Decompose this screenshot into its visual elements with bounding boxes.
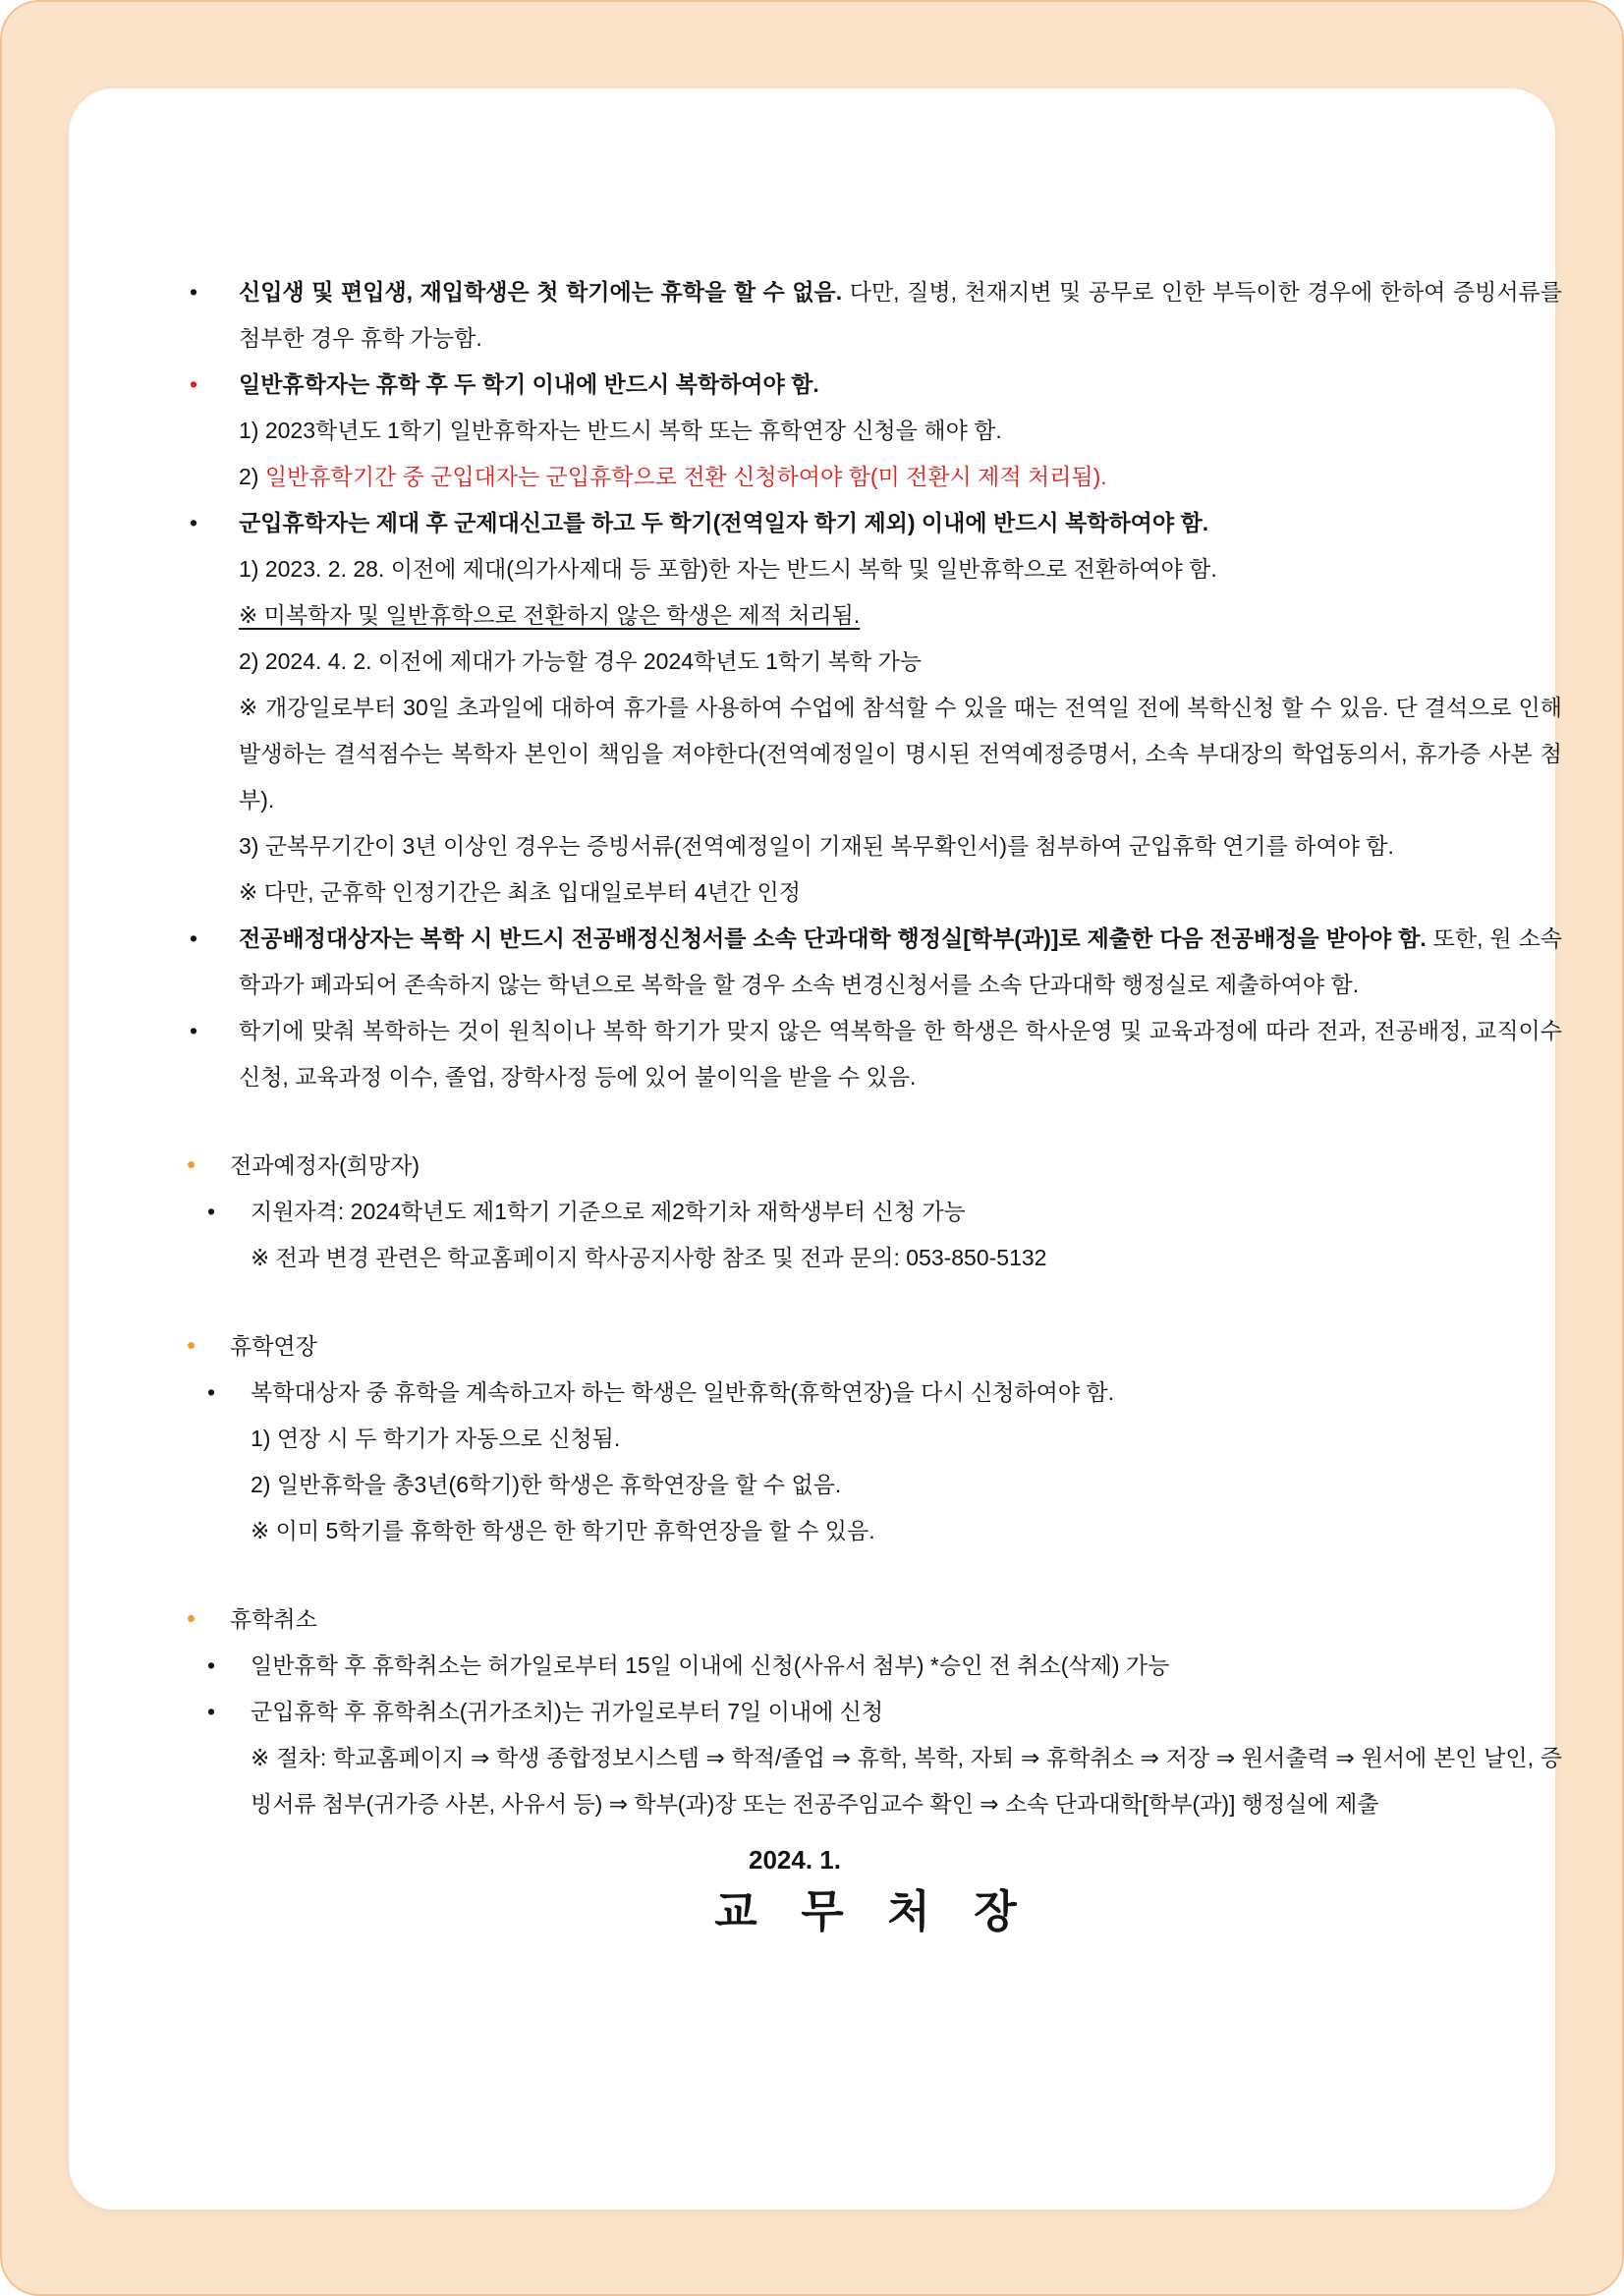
inner-sub-item <box>229 1235 1562 1281</box>
black-bullet-icon: • <box>207 1379 216 1405</box>
text-segment: 1) 연장 시 두 학기가 자동으로 신청됨. <box>251 1426 621 1451</box>
inner-bullet-item <box>207 1689 1562 1735</box>
document-blocks <box>187 269 1563 1827</box>
text-segment: 2) <box>239 464 265 489</box>
inner-sub-item <box>229 1735 1562 1827</box>
inner-sub-item <box>229 1416 1562 1462</box>
bullet-item <box>190 916 1563 1008</box>
text-segment: 2) 2024. 4. 2. 이전에 제대가 가능할 경우 2024학년도 1학기 복학 가능 <box>239 648 922 674</box>
section-header <box>187 1142 1562 1189</box>
orange-bullet-icon: • <box>187 1330 196 1360</box>
black-bullet-icon: • <box>190 1018 198 1043</box>
orange-bullet-icon: • <box>187 1149 196 1179</box>
sub-item <box>214 454 1562 500</box>
signature-dean-of-academic-affairs: 교 무 처 장 <box>714 1886 1033 1936</box>
text-segment: 3) 군복무기간이 3년 이상인 경우는 증빙서류(전역예정일이 기재된 복무확인서)를 첨부하여 군입휴학 연기를 하여야 함. <box>239 833 1394 859</box>
text-segment: ※ 다만, 군휴학 인정기간은 최초 입대일로부터 4년간 인정 <box>239 879 801 905</box>
text-segment: 지원자격: 2024학년도 제1학기 기준으로 제2학기차 재학생부터 신청 가능 <box>251 1199 966 1224</box>
sub-item <box>214 685 1562 823</box>
text-segment: 복학대상자 중 휴학을 계속하고자 하는 학생은 일반휴학(휴학연장)을 다시 신청하여야 함. <box>251 1379 1115 1405</box>
text-segment: ※ 미복학자 및 일반휴학으로 전환하지 않은 학생은 제적 처리됨. <box>239 602 861 628</box>
text-segment: ※ 개강일로부터 30일 초과일에 대하여 휴가를 사용하여 수업에 참석할 수 있을 때는 전역일 전에 복학신청 할 수 있음. 단 결석으로 인해 발생하는 결석점수는 복학자 본인이 책임을 져야한다(전역예정일이 명시된 전역예정증명서, 소속 부대장의 학업동의서, 휴가증 사본 첨부). <box>239 695 1562 812</box>
text-segment: 일반휴학자는 휴학 후 두 학기 이내에 반드시 복학하여야 함. <box>239 371 819 397</box>
sub-item <box>214 546 1562 592</box>
black-bullet-icon: • <box>207 1699 216 1724</box>
text-segment: ※ 절차: 학교홈페이지 ⇒ 학생 종합정보시스템 ⇒ 학적/졸업 ⇒ 휴학, 복학, 자퇴 ⇒ 휴학취소 ⇒ 저장 ⇒ 원서출력 ⇒ 원서에 본인 날인, 증빙서류 첨부(귀가증 사본, 사유서 등) ⇒ 학부(과)장 또는 전공주임교수 확인 ⇒ 소속 단과대학[학부(과)] 행정실에 제출 <box>251 1745 1562 1817</box>
text-segment: 군입휴학자는 제대 후 군제대신고를 하고 두 학기(전역일자 학기 제외) 이내에 반드시 복학하여야 함. <box>239 510 1209 535</box>
inner-sub-item <box>229 1508 1562 1554</box>
text-segment: ※ 이미 5학기를 휴학한 학생은 한 학기만 휴학연장을 할 수 있음. <box>251 1518 875 1543</box>
black-bullet-icon: • <box>190 279 198 305</box>
bullet-item <box>190 269 1562 362</box>
black-bullet-icon: • <box>190 925 198 951</box>
text-segment: 신입생 및 편입생, 재입학생은 첫 학기에는 휴학을 할 수 없음. <box>239 279 843 305</box>
text-segment: 전공배정대상자는 복학 시 반드시 전공배정신청서를 소속 단과대학 행정실[학부(과)]로 제출한 다음 전공배정을 받아야 함. <box>239 925 1427 951</box>
text-segment: 휴학연장 <box>230 1333 317 1359</box>
black-bullet-icon: • <box>207 1199 216 1224</box>
footer-date: 2024. 1. <box>749 1845 841 1875</box>
document-body <box>187 269 1563 1938</box>
document-card <box>69 88 1563 2210</box>
text-segment: 학기에 맞춰 복학하는 것이 원칙이나 복학 학기가 맞지 않은 역복학을 한 학생은 학사운영 및 교육과정에 따라 전과, 전공배정, 교직이수 신청, 교육과정 이수, 졸업, 장학사정 등에 있어 불이익을 받을 수 있음. <box>239 1018 1562 1090</box>
inner-sub-item <box>229 1462 1562 1508</box>
sub-item <box>214 823 1562 869</box>
sub-item <box>214 592 1562 639</box>
bullet-item <box>190 362 1562 408</box>
text-segment: 또한, 원 소속학과가 폐과되어 존속하지 않는 학년으로 복학을 할 경우 소속 변경신청서를 소속 단과대학 행정실로 제출하여야 함. <box>239 925 1563 997</box>
sub-item <box>214 639 1562 685</box>
section-header <box>187 1596 1562 1643</box>
text-segment: 전과예정자(희망자) <box>230 1152 420 1178</box>
inner-bullet-item <box>207 1189 1562 1235</box>
bullet-item <box>190 500 1562 546</box>
red-bullet-icon: • <box>190 371 198 397</box>
text-segment: 다만, 질병, 천재지변 및 공무로 인한 부득이한 경우에 한하여 증빙서류를 첨부한 경우 휴학 가능함. <box>239 279 1562 351</box>
text-segment: 1) 2023학년도 1학기 일반휴학자는 반드시 복학 또는 휴학연장 신청을 해야 함. <box>239 418 1002 443</box>
text-segment: 1) 2023. 2. 28. 이전에 제대(의가사제대 등 포함)한 자는 반드시 복학 및 일반휴학으로 전환하여야 함. <box>239 556 1217 582</box>
bullet-item <box>190 1008 1562 1100</box>
sub-item <box>214 869 1562 916</box>
black-bullet-icon: • <box>190 510 198 535</box>
text-segment: 일반휴학기간 중 군입대자는 군입휴학으로 전환 신청하여야 함(미 전환시 제적 처리됨). <box>264 464 1107 489</box>
text-segment: 휴학취소 <box>230 1606 317 1632</box>
inner-bullet-item <box>207 1370 1562 1416</box>
orange-bullet-icon: • <box>187 1603 196 1633</box>
inner-bullet-item <box>207 1643 1562 1689</box>
text-segment: ※ 전과 변경 관련은 학교홈페이지 학사공지사항 참조 및 전과 문의: 053-850-5132 <box>251 1245 1047 1270</box>
section-header <box>187 1322 1562 1370</box>
text-segment: 2) 일반휴학을 총3년(6학기)한 학생은 휴학연장을 할 수 없음. <box>251 1472 842 1497</box>
sub-item <box>214 408 1562 454</box>
text-segment: 일반휴학 후 휴학취소는 허가일로부터 15일 이내에 신청(사유서 첨부) *승인 전 취소(삭제) 가능 <box>251 1652 1170 1678</box>
text-segment: 군입휴학 후 휴학취소(귀가조치)는 귀가일로부터 7일 이내에 신청 <box>251 1699 884 1724</box>
black-bullet-icon: • <box>207 1652 216 1678</box>
